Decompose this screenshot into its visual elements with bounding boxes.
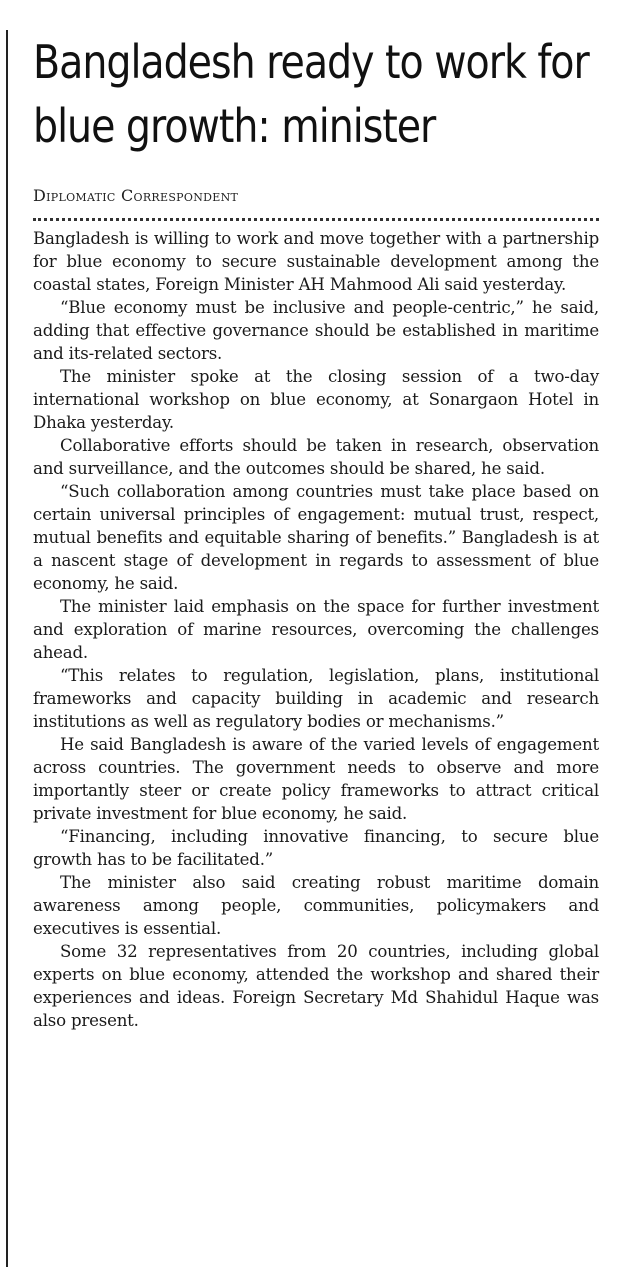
paragraph: Some 32 representatives from 20 countries, including global experts on blue economy, attended the workshop and shared their experiences and ideas. Foreign Secretary Md Shahidul Haque was also present.: [33, 942, 599, 1030]
dotted-divider: [33, 218, 599, 221]
article-body: [33, 227, 599, 1032]
column-rule: [6, 30, 8, 1267]
paragraph: “Financing, including innovative financing, to secure blue growth has to be facilitated.”: [33, 827, 599, 869]
paragraph: Bangladesh is willing to work and move together with a partnership for blue economy to secure sustainable development among the coastal states, Foreign Minister AH Mahmood Ali said yesterday.: [33, 229, 599, 294]
paragraph: “This relates to regulation, legislation, plans, institutional frameworks and capacity building in academic and research institutions as well as regulatory bodies or mechanisms.”: [33, 666, 599, 731]
headline: Bangladesh ready to work for blue growth: minister: [33, 35, 589, 153]
paragraph: Collaborative efforts should be taken in research, observation and surveillance, and the outcomes should be shared, he said.: [33, 436, 599, 478]
paragraph: “Such collaboration among countries must take place based on certain universal principles of engagement: mutual trust, respect, mutual benefits and equitable sharing of benefits.” Bangladesh is at a nascent stage of development in regards to assessment of blue economy, he said.: [33, 482, 599, 593]
news-article: [33, 30, 599, 1032]
paragraph: “Blue economy must be inclusive and people-centric,” he said, adding that effective governance should be established in maritime and its-related sectors.: [33, 298, 599, 363]
byline: Diplomatic Correspondent: [33, 186, 239, 205]
paragraph: The minister spoke at the closing session of a two-day international workshop on blue economy, at Sonargaon Hotel in Dhaka yesterday.: [33, 367, 599, 432]
paragraph: He said Bangladesh is aware of the varied levels of engagement across countries. The government needs to observe and more importantly steer or create policy frameworks to attract critical private investment for blue economy, he said.: [33, 735, 599, 823]
paragraph: The minister also said creating robust maritime domain awareness among people, communities, policymakers and executives is essential.: [33, 873, 599, 938]
paragraph: The minister laid emphasis on the space for further investment and exploration of marine resources, overcoming the challenges ahead.: [33, 597, 599, 662]
